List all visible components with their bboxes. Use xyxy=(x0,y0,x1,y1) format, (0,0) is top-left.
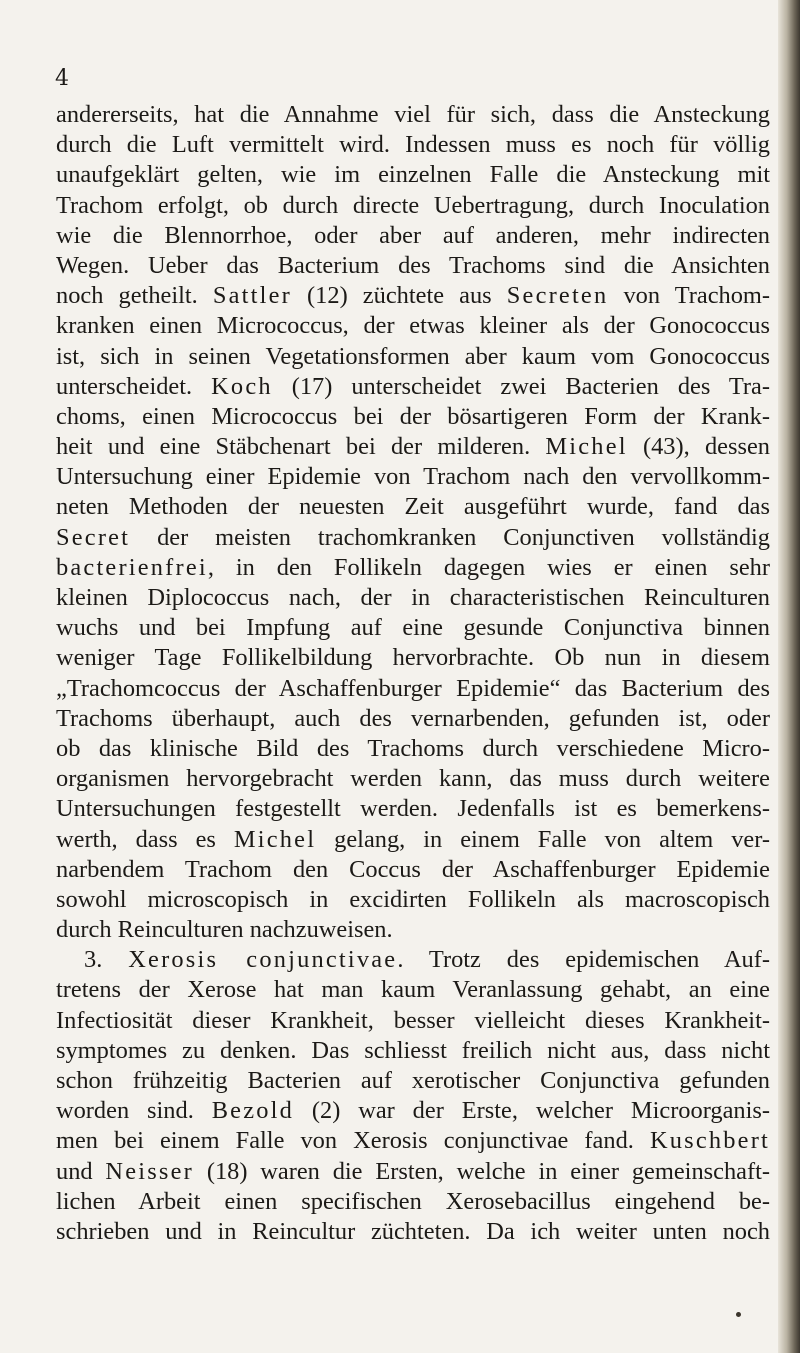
text-segment: unaufgeklärt gelten, wie im einzelnen Falle die Ansteckung mit xyxy=(56,161,770,189)
text-segment: choms, einen Micrococcus bei der bösartigeren Form der Krank- xyxy=(56,402,770,430)
text-line xyxy=(56,492,770,522)
spaced-name: Michel xyxy=(233,825,317,853)
text-line xyxy=(56,885,770,915)
text-segment: schrieben und in Reincultur züchteten. Da ich weiter unten noch xyxy=(56,1217,770,1245)
text-segment: und xyxy=(56,1157,106,1185)
text-line xyxy=(56,1217,770,1247)
text-segment: . Trotz des epidemischen Auf- xyxy=(397,946,770,974)
text-segment: „Trachomcoccus der Aschaffenburger Epidemie“ das Bacterium des xyxy=(56,674,770,702)
text-segment: organismen hervorgebracht werden kann, das muss durch weitere xyxy=(56,765,770,793)
text-segment: wie die Blennorrhoe, oder aber auf anderen, mehr indirecten xyxy=(56,221,770,249)
spaced-name: Sattler xyxy=(212,282,292,310)
text-segment: kleinen Diplococcus nach, der in characteristischen Reinculturen xyxy=(56,584,770,611)
text-segment: werth, dass es xyxy=(56,825,234,853)
text-line xyxy=(56,523,770,553)
spaced-name: Kuschbert xyxy=(649,1127,770,1155)
text-segment: andererseits, hat die Annahme viel für sich, dass die Ansteckung xyxy=(56,101,770,128)
text-segment: gelang, in einem Falle von altem ver- xyxy=(316,825,770,853)
text-segment: (17) unterscheidet zwei Bacterien des Tra- xyxy=(272,372,770,400)
text-segment: (2) war der Erste, welcher Microorganis- xyxy=(294,1097,770,1125)
text-line xyxy=(56,583,770,613)
text-line xyxy=(56,130,770,160)
text-segment: Trachom erfolgt, ob durch directe Uebertragung, durch Inoculation xyxy=(56,191,770,219)
text-segment: wuchs und bei Impfung auf eine gesunde Conjunctiva binnen xyxy=(56,614,770,642)
text-line xyxy=(56,855,770,885)
text-line xyxy=(56,704,770,734)
spaced-name: Secreten xyxy=(506,282,609,310)
body-text xyxy=(56,100,770,1247)
spaced-name: Michel xyxy=(545,433,628,461)
text-segment: narbendem Trachom den Coccus der Aschaffenburger Epidemie xyxy=(56,855,770,883)
text-line xyxy=(56,311,770,341)
text-line xyxy=(56,734,770,764)
text-line xyxy=(56,1066,770,1096)
text-segment: durch die Luft vermittelt wird. Indessen muss es noch für völlig xyxy=(56,131,770,159)
text-segment: durch Reinculturen nachzuweisen. xyxy=(56,916,393,944)
spaced-name: Secret xyxy=(56,523,131,551)
text-line xyxy=(56,372,770,402)
text-line xyxy=(56,643,770,673)
text-line xyxy=(56,281,770,311)
text-segment: symptomes zu denken. Das schliesst freilich nicht aus, dass nicht xyxy=(56,1036,770,1064)
text-line xyxy=(56,613,770,643)
text-line xyxy=(56,221,770,251)
text-line xyxy=(56,160,770,190)
print-speck xyxy=(736,1312,741,1317)
text-segment: weniger Tage Follikelbildung hervorbrachte. Ob nun in diesem xyxy=(56,644,770,672)
text-segment: unterscheidet. xyxy=(56,372,212,400)
text-segment: Infectiosität dieser Krankheit, besser vielleicht dieses Krankheit- xyxy=(56,1006,770,1034)
text-line xyxy=(56,402,770,432)
text-line xyxy=(56,794,770,824)
text-segment: Untersuchung einer Epidemie von Trachom nach den vervollkomm- xyxy=(56,463,770,491)
text-segment: kranken einen Micrococcus, der etwas kleiner als der Gonococcus xyxy=(56,312,770,340)
page-binding-edge xyxy=(778,0,800,1353)
text-line xyxy=(56,251,770,281)
text-segment: (12) züchtete aus xyxy=(291,282,507,310)
text-line xyxy=(56,825,770,855)
text-segment: men bei einem Falle von Xerosis conjunctivae fand. xyxy=(56,1127,650,1155)
text-segment: Trachoms überhaupt, auch des vernarbenden, gefunden ist, oder xyxy=(56,704,770,732)
text-line xyxy=(56,674,770,704)
text-line xyxy=(56,100,770,130)
spaced-name: Bezold xyxy=(211,1097,294,1125)
text-segment: (18) waren die Ersten, welche in einer gemeinschaft- xyxy=(193,1157,770,1185)
text-line xyxy=(56,553,770,583)
text-line xyxy=(56,1157,770,1187)
text-segment: Wegen. Ueber das Bacterium des Trachoms sind die Ansichten xyxy=(56,251,770,279)
text-segment: 3. xyxy=(84,946,129,974)
spaced-name: bacterienfrei xyxy=(56,553,208,581)
text-segment: (43), dessen xyxy=(627,433,770,461)
text-line xyxy=(56,1096,770,1126)
text-line xyxy=(56,191,770,221)
text-segment: Untersuchungen festgestellt werden. Jedenfalls ist es bemerkens- xyxy=(56,795,770,823)
text-segment: neten Methoden der neuesten Zeit ausgeführt wurde, fand das xyxy=(56,493,770,521)
text-segment: sowohl microscopisch in excidirten Follikeln als macroscopisch xyxy=(56,885,770,913)
text-segment: lichen Arbeit einen specifischen Xerosebacillus eingehend be- xyxy=(56,1187,770,1215)
text-line xyxy=(56,764,770,794)
text-segment: , in den Follikeln dagegen wies er einen sehr xyxy=(207,553,770,581)
text-segment: von Trachom- xyxy=(608,282,770,310)
text-line xyxy=(56,1036,770,1066)
text-line xyxy=(56,975,770,1005)
text-segment: heit und eine Stäbchenart bei der milderen. xyxy=(56,433,546,461)
text-line xyxy=(56,1187,770,1217)
text-line xyxy=(56,1006,770,1036)
spaced-name: Koch xyxy=(211,372,273,400)
text-segment: ob das klinische Bild des Trachoms durch verschiedene Micro- xyxy=(56,734,770,762)
text-segment: der meisten trachomkranken Conjunctiven vollständig xyxy=(130,523,770,551)
spaced-name: Xerosis conjunctivae xyxy=(128,946,398,974)
text-line xyxy=(56,432,770,462)
text-segment: ist, sich in seinen Vegetationsformen aber kaum vom Gonococcus xyxy=(56,342,770,370)
text-segment: worden sind. xyxy=(56,1097,212,1125)
text-segment: schon frühzeitig Bacterien auf xerotischer Conjunctiva gefunden xyxy=(56,1067,770,1094)
text-line xyxy=(56,462,770,492)
page-number: 4 xyxy=(55,66,69,91)
text-segment: tretens der Xerose hat man kaum Veranlassung gehabt, an eine xyxy=(56,976,770,1004)
text-line xyxy=(56,1126,770,1156)
spaced-name: Neisser xyxy=(105,1157,194,1185)
text-segment: noch getheilt. xyxy=(56,282,213,310)
text-line xyxy=(56,915,770,945)
text-line xyxy=(56,945,770,975)
text-line xyxy=(56,342,770,372)
